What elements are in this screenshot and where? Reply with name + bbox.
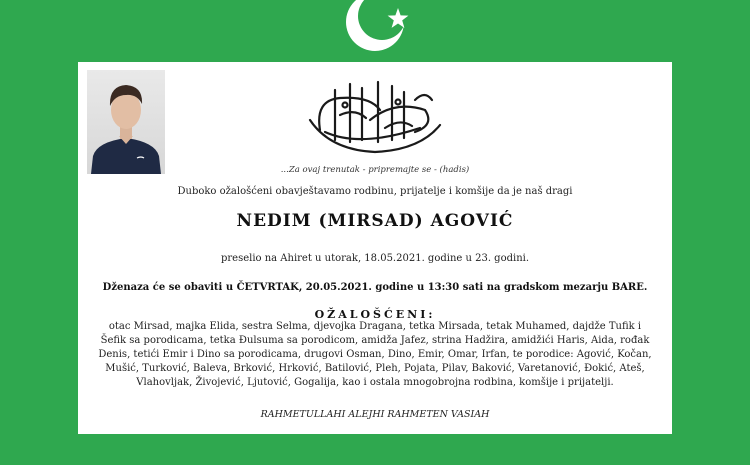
mourners-line: Šefik sa porodicama, tetka Đulsuma sa porodicom, amidža Jafez, strina Hadžira, amidžići Haris, Aida, rođak (100, 335, 650, 346)
mourners-list (92, 320, 658, 390)
mourners-line: otac Mirsad, majka Elida, sestra Selma, djevojka Dragana, tetka Mirsada, tetak Muhamed, dajdže Tufik i (108, 321, 642, 332)
arabic-calligraphy-icon (300, 70, 450, 160)
portrait-photo (87, 70, 165, 174)
mourners-line: Vlahovljak, Živojević, Ljutović, Gogalija, kao i ostala mnogobrojna rodbina, komšije i prijatelji. (136, 377, 614, 388)
passing-date-text: preselio na Ahiret u utorak, 18.05.2021. godine u 23. godini. (220, 253, 530, 264)
announcement-text: Duboko ožalošćeni obavještavamo rodbinu, prijatelje i komšije da je naš dragi (177, 186, 573, 197)
mourners-line: Mušić, Turković, Baleva, Brković, Hrković, Batilović, Pleh, Pojata, Pilav, Baković, Varetanović, Đokić, Ateš, (105, 363, 645, 374)
hadis-quote: ...Za ovaj trenutak - pripremajte se - (hadis) (280, 165, 470, 175)
mourners-line: Denis, tetići Emir i Dino sa porodicama, drugovi Osman, Dino, Emir, Omar, Irfan, te porodice: Agović, Kočan, (98, 349, 652, 360)
mourners-heading: OŽALOŠĆENI: (314, 308, 436, 321)
closing-prayer: RAHMETULLAHI ALEJHI RAHMETEN VASIAH (260, 409, 490, 420)
obituary-card (78, 62, 672, 434)
deceased-name: NEDIM (MIRSAD) AGOVIĆ (236, 211, 514, 231)
funeral-details: Dženaza će se obaviti u ČETVRTAK, 20.05.2021. godine u 13:30 sati na gradskom mezarju BARE. (102, 282, 648, 293)
crescent-star-icon (335, 0, 425, 60)
